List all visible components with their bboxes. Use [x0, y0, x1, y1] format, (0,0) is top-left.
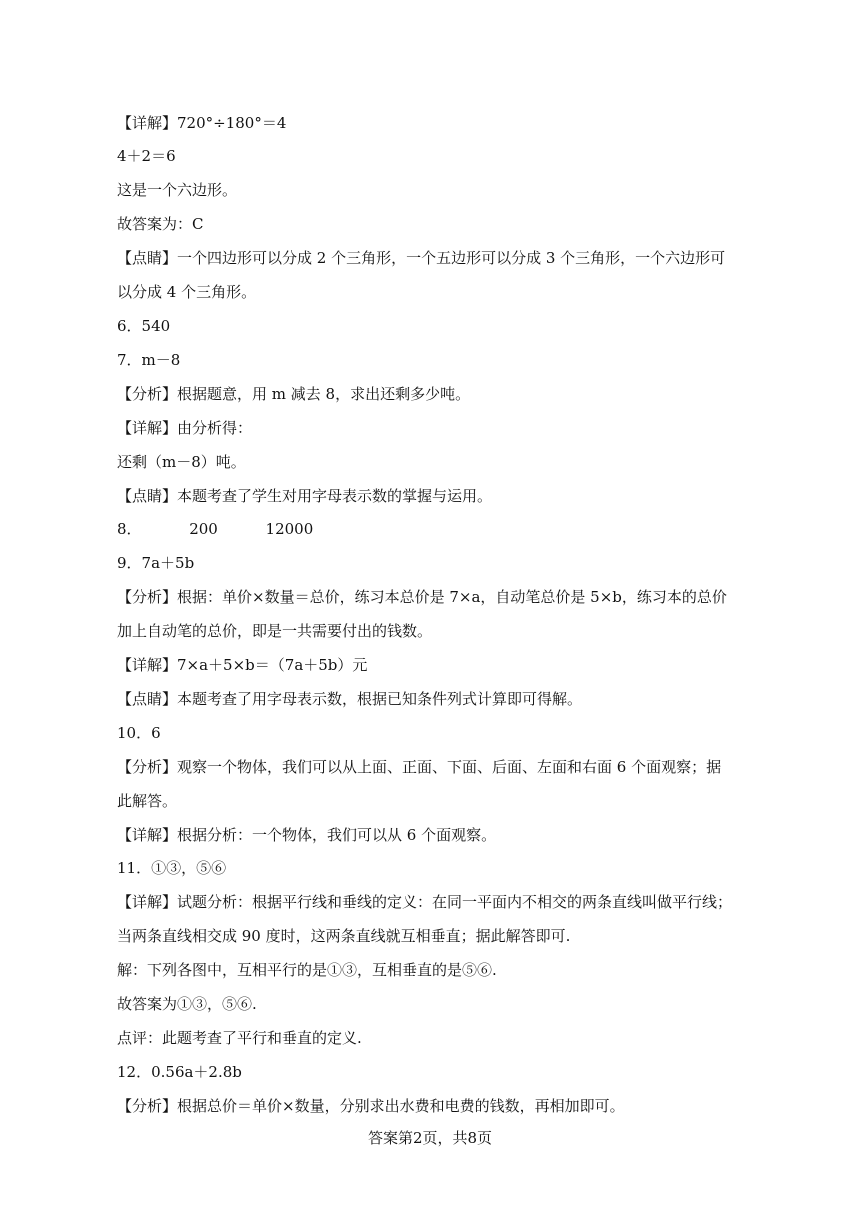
- text-line: 【详解】试题分析：根据平行线和垂线的定义：在同一平面内不相交的两条直线叫做平行线；: [117, 893, 733, 911]
- text-line: 当两条直线相交成 90 度时，这两条直线就互相垂直；据此解答即可.: [117, 927, 571, 945]
- text-line: 故答案为：C: [117, 215, 204, 233]
- text-line: 【详解】由分析得：: [117, 419, 253, 437]
- text-line: 【分析】根据：单价×数量＝总价，练习本总价是 7×a，自动笔总价是 5×b，练习本的总价: [117, 588, 727, 606]
- text-line: 解：下列各图中，互相平行的是①③，互相垂直的是⑤⑥.: [117, 961, 497, 979]
- text-line: 【点睛】本题考查了学生对用字母表示数的掌握与运用。: [117, 487, 493, 505]
- text-line: 加上自动笔的总价，即是一共需要付出的钱数。: [117, 622, 433, 640]
- text-line: 【分析】根据总价＝单价×数量，分别求出水费和电费的钱数，再相加即可。: [117, 1097, 625, 1115]
- text-line: 以分成 4 个三角形。: [117, 283, 257, 301]
- answer-number: 10．6: [117, 724, 161, 742]
- text-line: 此解答。: [117, 792, 178, 810]
- answer-number: 8． 200 12000: [117, 520, 314, 538]
- answer-number: 7．m－8: [117, 351, 181, 369]
- text-line: 【详解】7×a＋5×b＝（7a＋5b）元: [117, 656, 368, 674]
- page-footer: 答案第2页，共8页: [367, 1129, 493, 1147]
- text-line: 【分析】根据题意，用 m 减去 8，求出还剩多少吨。: [117, 385, 471, 403]
- text-line: 故答案为①③，⑤⑥.: [117, 995, 257, 1013]
- answer-number: 9．7a＋5b: [117, 554, 195, 572]
- text-line: 这是一个六边形。: [117, 181, 238, 199]
- text-line: 【详解】根据分析：一个物体，我们可以从 6 个面观察。: [117, 826, 497, 844]
- text-line: 【分析】观察一个物体，我们可以从上面、正面、下面、后面、左面和右面 6 个面观察；据: [117, 758, 722, 776]
- text-line: 【点睛】一个四边形可以分成 2 个三角形，一个五边形可以分成 3 个三角形，一个六边形可: [117, 249, 726, 267]
- text-line: 点评：此题考查了平行和垂直的定义.: [117, 1029, 362, 1047]
- answer-number: 12．0.56a＋2.8b: [117, 1063, 242, 1081]
- answer-number: 11．①③，⑤⑥: [117, 859, 227, 877]
- text-line: 4＋2＝6: [117, 147, 176, 165]
- text-line: 【点睛】本题考查了用字母表示数，根据已知条件列式计算即可得解。: [117, 690, 583, 708]
- answer-number: 6．540: [117, 317, 171, 335]
- text-line: 还剩（m－8）吨。: [117, 453, 246, 471]
- text-line: 【详解】720°÷180°＝4: [117, 114, 287, 132]
